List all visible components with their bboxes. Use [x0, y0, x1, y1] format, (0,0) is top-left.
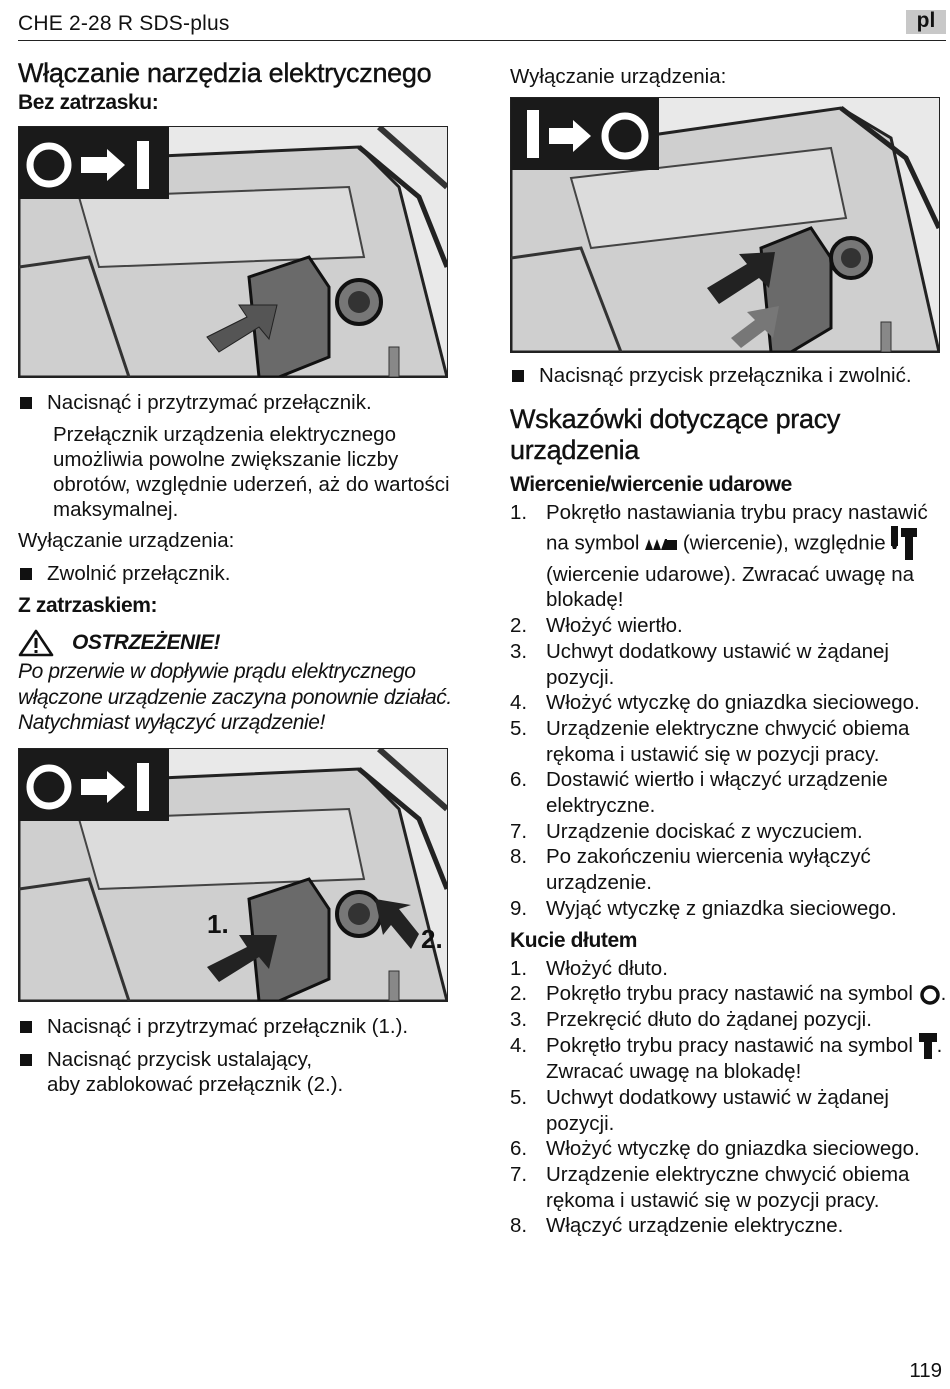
step-text: Przekręcić dłuto do żądanej pozycji. [546, 1007, 872, 1031]
step-number: 4. [510, 691, 528, 715]
warning-title: OSTRZEŻENIE! [72, 631, 221, 654]
left-column [18, 58, 468, 1097]
subheading-drilling: Wiercenie/wiercenie udarowe [510, 473, 792, 496]
step-text: . Zwracać uwagę na blokadę! [546, 1033, 943, 1084]
step-number: 3. [510, 1007, 528, 1031]
step-text: Pokrętło trybu pracy nastawić na symbol [546, 982, 913, 1006]
section-heading-work-tips: Wskazówki dotyczące pracy urządzenia [510, 404, 841, 465]
figure-switch-on-no-lock [18, 126, 448, 378]
list-item [510, 716, 950, 767]
step-number: 1. [510, 501, 528, 524]
off-to-on-symbol-icon [19, 749, 169, 821]
chiselling-steps-list [510, 956, 950, 1240]
list-item [510, 1033, 950, 1085]
step-text: Dostawić wiertło i włączyć urządzenie elektryczne. [546, 768, 888, 818]
warning-header [18, 629, 468, 657]
step-text: Uchwyt dodatkowy ustawić w żądanej pozycji. [546, 639, 889, 689]
warning-text: Po przerwie w dopływie prądu elektrycznego włączone urządzenie zaczyna ponownie działać. Natychmiast wyłączyć urządzenie! [18, 660, 452, 734]
step-text: Pokrętło trybu pracy nastawić na symbol [546, 1033, 913, 1057]
list-item [510, 1007, 950, 1033]
step-text: (wiercenie), względnie [682, 531, 886, 555]
switch-description: Przełącznik urządzenia elektrycznego umożliwia powolne zwiększanie liczby obrotów, względnie uderzeń, aż do wartości maksymalnej. [53, 423, 450, 521]
lock-button-line-2: aby zablokować przełącznik (2.). [47, 1072, 344, 1096]
list-item [510, 956, 950, 982]
page-header [18, 10, 946, 41]
hammer-drilling-mode-icon [891, 526, 917, 562]
warning-triangle-icon [18, 629, 54, 657]
right-column [510, 64, 950, 1239]
step-text: Włączyć urządzenie elektryczne. [546, 1214, 844, 1238]
step-number: 9. [510, 896, 528, 920]
step-number: 6. [510, 768, 528, 792]
lock-button-line-1: Nacisnąć przycisk ustalający, [47, 1047, 313, 1071]
figure-switch-on-with-lock [18, 748, 448, 1002]
on-to-off-symbol-icon [511, 98, 659, 170]
bullet-press-lock-button [18, 1047, 468, 1097]
page-number: 119 [909, 1359, 942, 1382]
switch-off-label: Wyłączanie urządzenia: [18, 529, 235, 552]
drilling-steps-list [510, 500, 950, 922]
step-number: 5. [510, 716, 528, 740]
list-item [510, 844, 950, 895]
step-text: Urządzenie elektryczne chwycić obiema rękoma i ustawić się w pozycji pracy. [546, 716, 910, 766]
language-badge: pl [906, 10, 946, 34]
list-item [510, 819, 950, 845]
list-item [510, 1136, 950, 1162]
step-number: 3. [510, 639, 528, 663]
section-heading-switch-on: Włączanie narzędzia elektrycznego [18, 58, 432, 88]
list-item [510, 500, 950, 613]
step-text: Uchwyt dodatkowy ustawić w żądanej pozycji. [546, 1085, 889, 1135]
figure-switch-off [510, 97, 940, 353]
step-text: Włożyć wtyczkę do gniazdka sieciowego. [546, 691, 920, 715]
list-item [510, 1213, 950, 1239]
switch-off-label-right: Wyłączanie urządzenia: [510, 65, 727, 88]
list-item [510, 896, 950, 922]
step-number: 6. [510, 1137, 528, 1161]
off-to-on-symbol-icon [19, 127, 169, 199]
subheading-with-lock: Z zatrzaskiem: [18, 594, 158, 617]
chisel-mode-hammer-icon [919, 1033, 937, 1059]
drilling-mode-icon [645, 537, 677, 551]
neutral-mode-circle-icon [919, 984, 941, 1006]
list-item [510, 1085, 950, 1136]
subheading-chiselling: Kucie dłutem [510, 928, 638, 952]
step-text: Po zakończeniu wiercenia wyłączyć urządzenie. [546, 845, 871, 895]
list-item [510, 690, 950, 716]
bullet-press-hold-1: Nacisnąć i przytrzymać przełącznik (1.). [18, 1014, 468, 1039]
list-item [510, 981, 950, 1007]
step-number: 8. [510, 845, 528, 869]
step-number: 1. [510, 956, 528, 980]
subheading-without-lock: Bez zatrzasku: [18, 91, 159, 114]
step-number: 4. [510, 1033, 528, 1057]
step-text: (wiercenie udarowe). Zwracać uwagę na blokadę! [546, 562, 915, 612]
step-number: 8. [510, 1214, 528, 1238]
step-text: Włożyć wiertło. [546, 614, 683, 638]
list-item [510, 767, 950, 818]
step-number: 2. [510, 982, 528, 1006]
step-text: Pokrętło nastawiania trybu pracy nastawić na symbol [546, 501, 928, 555]
bullet-release-switch: Zwolnić przełącznik. [18, 561, 468, 586]
step-number: 7. [510, 1163, 528, 1187]
step-text: Włożyć wtyczkę do gniazdka sieciowego. [546, 1137, 920, 1161]
bullet-press-release: Nacisnąć przycisk przełącznika i zwolnić. [510, 363, 950, 388]
list-item [510, 1162, 950, 1213]
step-text: Urządzenie dociskać z wyczuciem. [546, 819, 863, 843]
list-item [510, 639, 950, 690]
step-number: 5. [510, 1085, 528, 1109]
bullet-press-hold: Nacisnąć i przytrzymać przełącznik. [18, 390, 468, 415]
list-item [510, 613, 950, 639]
step-text: Włożyć dłuto. [546, 956, 668, 980]
step-text: Wyjąć wtyczkę z gniazdka sieciowego. [546, 896, 897, 920]
figure-callout-2: 2. [421, 923, 443, 954]
step-text: . [940, 982, 947, 1006]
document-title: CHE 2-28 R SDS-plus [18, 12, 230, 35]
figure-callout-1: 1. [207, 908, 229, 939]
step-text: Urządzenie elektryczne chwycić obiema rękoma i ustawić się w pozycji pracy. [546, 1163, 910, 1212]
step-number: 7. [510, 819, 528, 843]
step-number: 2. [510, 614, 528, 638]
